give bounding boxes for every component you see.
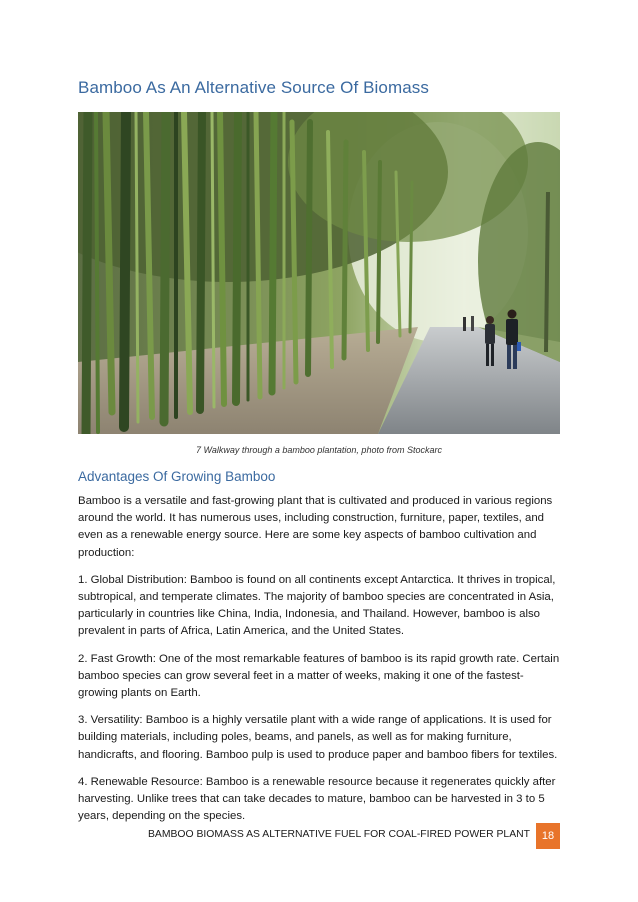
- paragraph-renewable-resource: 4. Renewable Resource: Bamboo is a renewable resource because it regenerates quickly after harvesting. Unlike trees that can take decades to mature, bamboo can be harvested in 3 to 5 years, depending on the species.: [78, 775, 556, 823]
- paragraph-global-distribution: 1. Global Distribution: Bamboo is found on all continents except Antarctica. It thrives in tropical, subtropical, and temperate climates. The majority of bamboo species are concentrated in Asia, particularly in countries like China, India, Indonesia, and Thailand. However, bamboo is also prevalent in parts of Africa, Latin America, and the United States.: [78, 573, 556, 638]
- section-heading: Bamboo As An Alternative Source Of Biomass: [78, 78, 429, 97]
- paragraph-versatility: 3. Versatility: Bamboo is a highly versatile plant with a wide range of applications. It is used for building materials, including poles, beams, and panels, as well as for making furniture, handicrafts, and flooring. Bamboo pulp is used to produce paper and bamboo fibers for textiles.: [78, 714, 558, 761]
- page-footer: [147, 823, 560, 849]
- footer-document-title: BAMBOO BIOMASS AS ALTERNATIVE FUEL FOR COAL-FIRED POWER PLANT: [147, 829, 530, 840]
- paragraph-fast-growth: 2. Fast Growth: One of the most remarkable features of bamboo is its rapid growth rate. Certain bamboo species can grow several feet in a matter of weeks, making it one of the fastest-growing plants on Earth.: [78, 652, 560, 700]
- bamboo-walkway-photo: [78, 112, 560, 434]
- subsection-heading: Advantages Of Growing Bamboo: [78, 469, 276, 484]
- figure-caption: 7 Walkway through a bamboo plantation, photo from Stockarc: [196, 445, 442, 455]
- paragraph-intro: Bamboo is a versatile and fast-growing plant that is cultivated and produced in various regions around the world. It has numerous uses, including construction, furniture, paper, textiles, and even as a renewable energy source. Here are some key aspects of bamboo cultivation and production:: [78, 495, 553, 559]
- page-number-badge: 18: [536, 823, 560, 849]
- body-text: [78, 493, 562, 835]
